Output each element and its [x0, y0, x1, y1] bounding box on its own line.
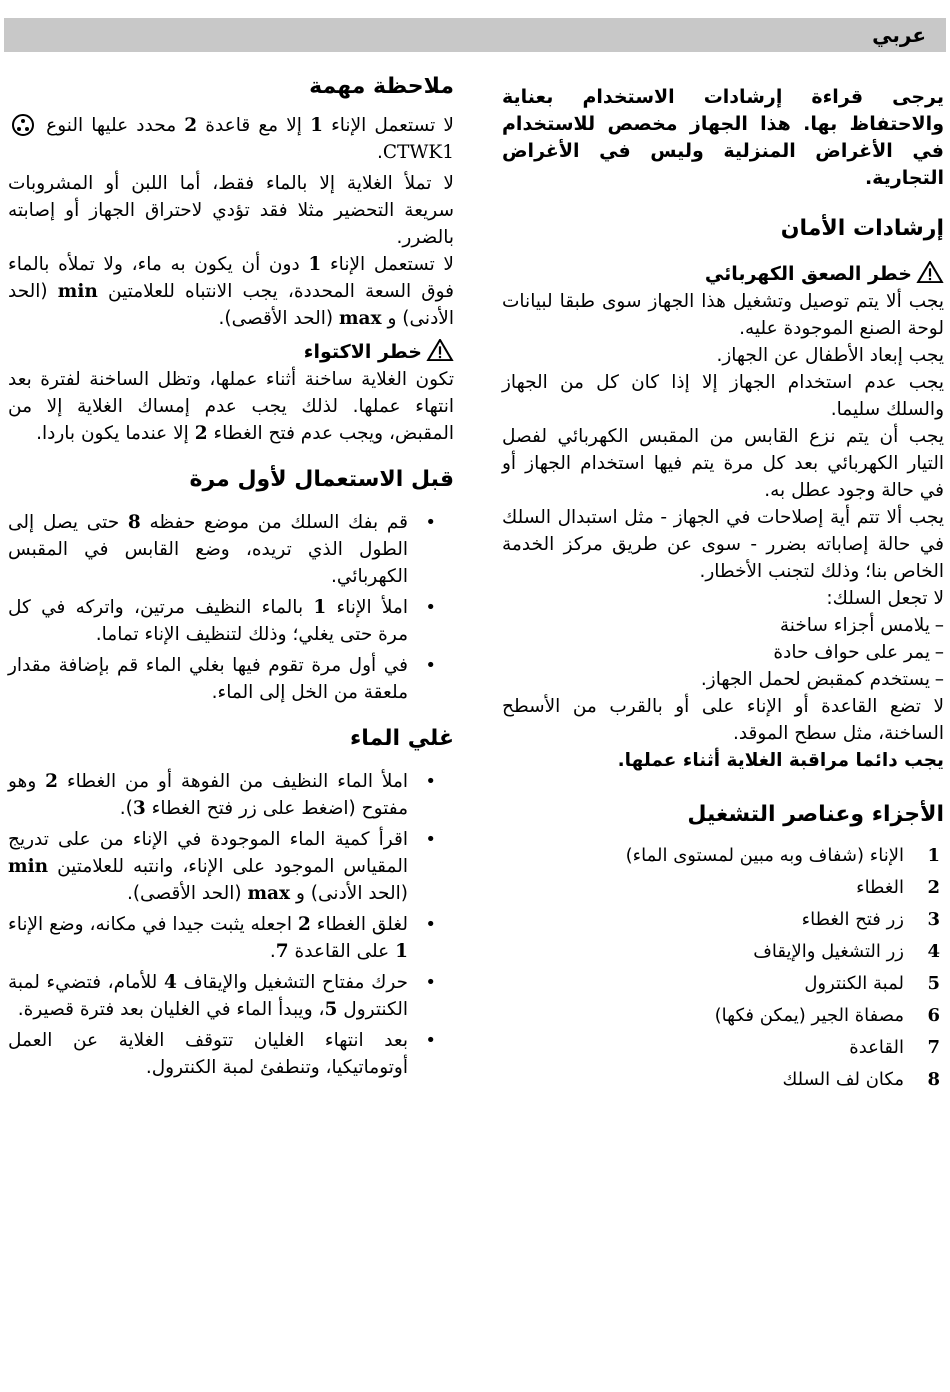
shock-para-3: يجب عدم استخدام الجهاز إلا إذا كان كل من الجهاز والسلك سليما.	[502, 372, 944, 420]
note-heading: ملاحظة مهمة	[309, 74, 454, 99]
intro-text: يرجى قراءة إرشادات الاستخدام بعناية والاحتفاظ بها. هذا الجهاز مخصص للاستخدام في الأغراض المنزلية وليس في الأغراض التجارية.	[502, 86, 944, 189]
list-item: • بعد انتهاء الغليان تتوقف الغلاية عن العمل أوتوماتيكيا، وتنطفئ لمبة الكنترول.	[8, 1027, 454, 1081]
note-para-3: لا تستعمل الإناء 1 دون أن يكون به ماء، ولا تملأه بالماء فوق السعة المحددة، يجب الانتباه للعلامتين min (الحد الأدنى) و max (الحد الأقصى).	[8, 254, 455, 329]
list-item: 1 الإناء (شفاف وبه مبين لمستوى الماء)	[625, 845, 940, 866]
list-item: 8 مكان لف السلك	[782, 1069, 940, 1090]
list-item: • لغلق الغطاء 2 اجعله يثبت جيدا في مكانه، وضع الإناء 1 على القاعدة 7.	[8, 911, 454, 965]
shock-para-5: يجب ألا تتم أية إصلاحات في الجهاز - مثل استبدال السلك في حالة إصاباته بضرر - سوى عن طريق مركز الخدمة الخاص بنا؛ وذلك لتجنب الأخطار.	[502, 507, 944, 582]
shock-para-4: يجب أن يتم نزع القابس من المقبس الكهربائي لفصل التيار الكهربائي بعد كل مرة يتم فيها استخدام الجهاز أو في حالة وجود عطل به.	[502, 426, 944, 501]
surface-para: لا تضع القاعدة أو الإناء على أو بالقرب من الأسطح الساخنة، مثل سطح الموقد.	[502, 696, 944, 744]
list-item: • قم بفك السلك من موضع حفظه 8 حتى يصل إلى الطول الذي تريده، وضع القابس في المقبس الكهربائي.	[8, 509, 454, 590]
list-item: 6 مصفاة الجير (يمكن فكها)	[714, 1005, 940, 1026]
list-item: – يستخدم كمقبض لحمل الجهاز.	[502, 666, 944, 693]
note-para-1: لا تستعمل الإناء 1 إلا مع قاعدة 2 محدد عليها النوع CTWK1.	[8, 112, 454, 166]
right-column	[502, 84, 944, 1096]
parts-heading: الأجزاء وعناصر التشغيل	[687, 802, 944, 827]
cord-list	[502, 612, 944, 693]
safety-heading: إرشادات الأمان	[780, 216, 944, 241]
first-use-heading: قبل الاستعمال لأول مرة	[189, 467, 454, 492]
parts-list	[502, 840, 944, 1096]
shock-para-6: لا تجعل السلك:	[826, 588, 944, 609]
left-column	[8, 72, 454, 1085]
list-item: 5 لمبة الكنترول	[804, 973, 940, 994]
shock-heading: خطر الصعق الكهربائي	[502, 260, 944, 288]
list-item: • املأ الماء النظيف من الفوهة أو من الغطاء 2 وهو مفتوح (اضغط على زر فتح الغطاء 3).	[8, 768, 454, 822]
list-item: • حرك مفتاح التشغيل والإيقاف 4 للأمام، فتضيء لمبة الكنترول 5، ويبدأ الماء في الغليان بعد فترة قصيرة.	[8, 969, 454, 1023]
list-item: • في أول مرة تقوم فيها بغلي الماء قم بإضافة مقدار ملعقة من الخل إلى الماء.	[8, 652, 454, 706]
language-header-bar	[4, 18, 946, 52]
note-para-2: لا تملأ الغلاية إلا بالماء فقط، أما اللبن أو المشروبات سريعة التحضير مثلا فقد تؤدي لاحتراق الجهاز أو إصابته بالضرر.	[8, 173, 454, 248]
list-item: 2 الغطاء	[856, 877, 940, 898]
warning-icon	[916, 261, 944, 283]
list-item: • املأ الإناء 1 بالماء النظيف مرتين، واتركه في كل مرة حتى يغلي؛ وذلك لتنظيف الإناء تماما.	[8, 594, 454, 648]
burn-heading: خطر الاكتواء	[8, 338, 454, 366]
burn-para: تكون الغلاية ساخنة أثناء عملها، وتظل الساخنة لفترة بعد انتهاء عملها. لذلك يجب عدم إمساك الغلاية إلا من المقبض، ويجب عدم فتح الغطاء 2 إلا عندما يكون باردا.	[8, 369, 454, 444]
boil-heading: غلي الماء	[350, 726, 454, 751]
list-item: 3 زر فتح الغطاء	[801, 909, 940, 930]
boil-list	[8, 768, 454, 1081]
list-item: 7 القاعدة	[849, 1037, 940, 1058]
language-label: عربي	[872, 23, 926, 47]
warning-icon	[426, 339, 454, 361]
first-use-list	[8, 509, 454, 706]
monitor-para: يجب دائما مراقبة الغلاية أثناء عملها.	[617, 750, 944, 771]
shock-para-1: يجب ألا يتم توصيل وتشغيل هذا الجهاز سوى طبقا لبيانات لوحة الصنع الموجودة عليه.	[502, 291, 944, 339]
plug-type-icon	[12, 114, 34, 136]
list-item: 4 زر التشغيل والإيقاف	[753, 941, 940, 962]
list-item: – يمر على حواف حادة	[502, 639, 944, 666]
list-item: – يلامس أجزاء ساخنة	[502, 612, 944, 639]
shock-para-2: يجب إبعاد الأطفال عن الجهاز.	[716, 345, 944, 366]
list-item: • اقرأ كمية الماء الموجودة في الإناء من على تدريج المقياس الموجود على الإناء، وانتبه للعلامتين min (الحد الأدنى) و max (الحد الأقصى).	[8, 826, 454, 907]
